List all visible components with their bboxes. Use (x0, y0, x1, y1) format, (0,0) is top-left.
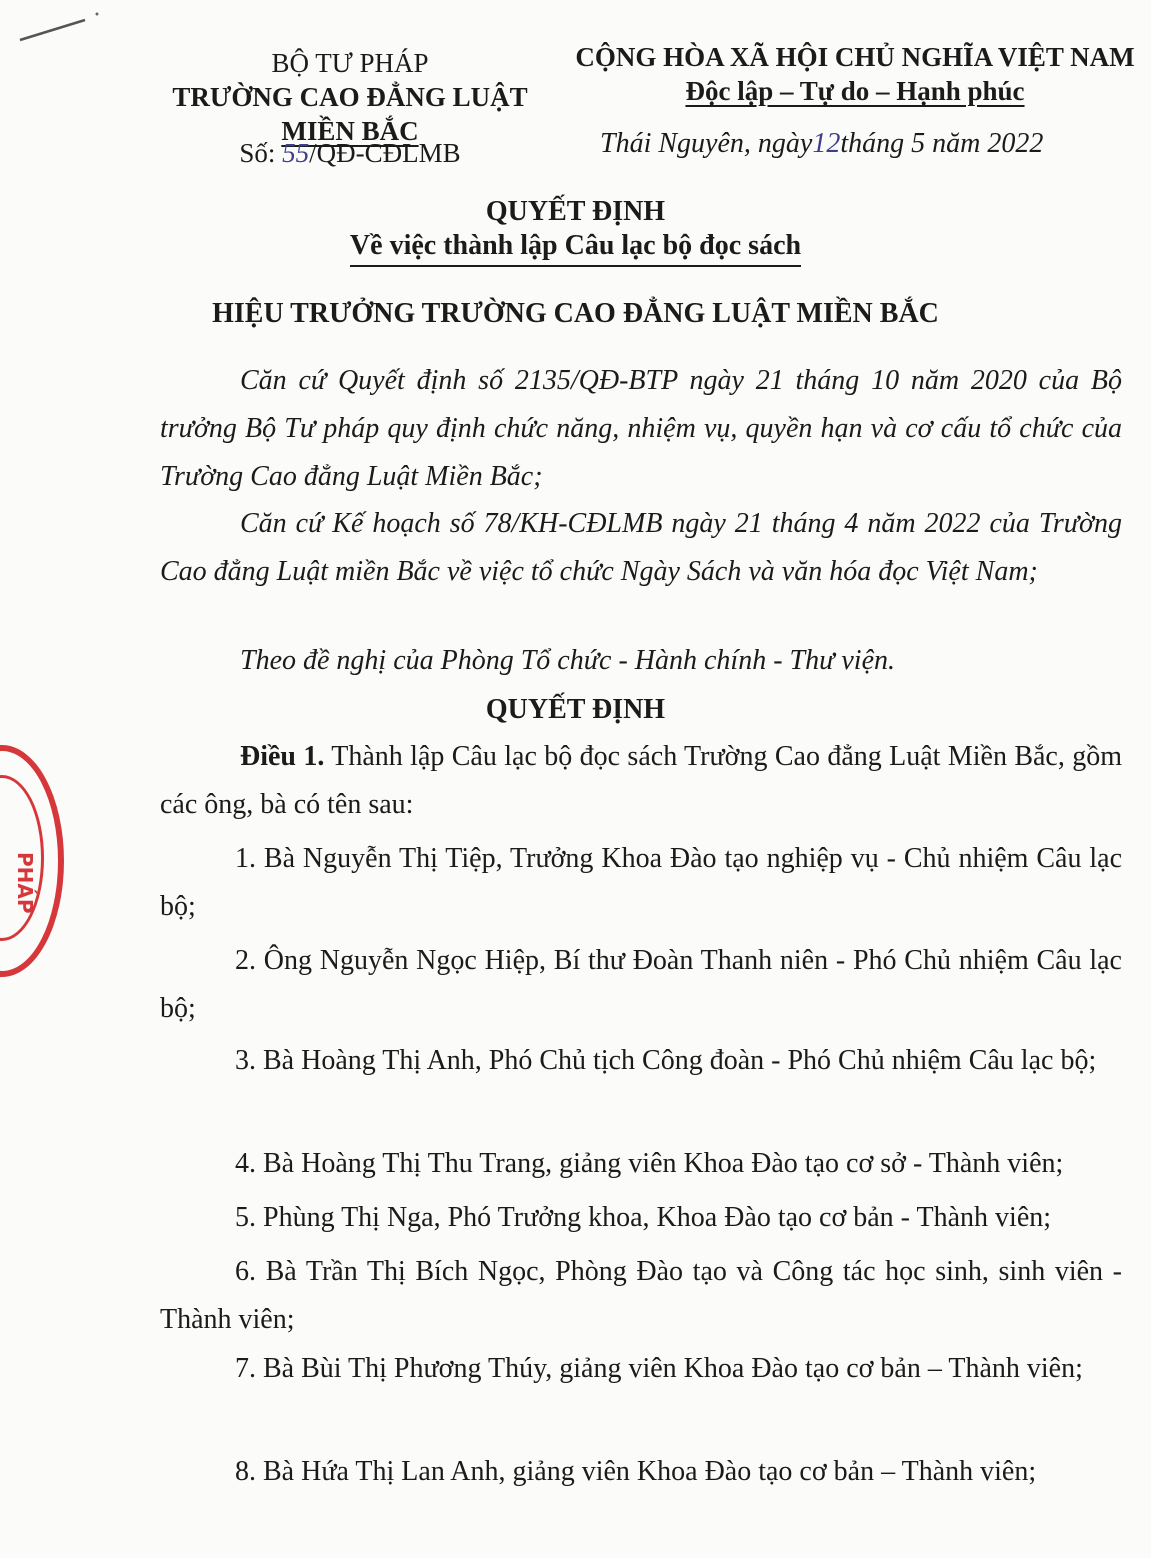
legal-basis-1: Căn cứ Quyết định số 2135/QĐ-BTP ngày 21 tháng 10 năm 2020 của Bộ trưởng Bộ Tư pháp quy định chức năng, nhiệm vụ, quyền hạn và cơ cấu tổ chức của Trường Cao đẳng Luật Miền Bắc; (160, 365, 1122, 492)
legal-basis-2: Căn cứ Kế hoạch số 78/KH-CĐLMB ngày 21 tháng 4 năm 2022 của Trường Cao đẳng Luật miền Bắc về việc tổ chức Ngày Sách và văn hóa đọc Việt Nam; (160, 508, 1122, 587)
issuing-agency (150, 46, 550, 148)
article-1 (160, 733, 1122, 829)
country-name: CỘNG HÒA XÃ HỘI CHỦ NGHĨA VIỆT NAM (575, 42, 1135, 72)
school-name-line2-text: MIỀN BẮC (281, 116, 419, 146)
document-number (150, 138, 550, 169)
date-day-handwritten: 12 (812, 128, 841, 159)
official-seal-text (10, 830, 50, 947)
member-item: 7. Bà Bùi Thị Phương Thúy, giảng viên Khoa Đào tạo cơ bản – Thành viên; (235, 1353, 1083, 1384)
school-name-line1: TRƯỜNG CAO ĐẲNG LUẬT (172, 82, 528, 112)
seal-lettering-text: PHÁP (13, 852, 37, 914)
date-line (600, 128, 1120, 160)
proposal-basis: Theo đề nghị của Phòng Tổ chức - Hành chính - Thư viện. (240, 645, 895, 676)
national-motto (560, 74, 1150, 108)
national-header (560, 40, 1150, 108)
date-prefix: Thái Nguyên, ngày (600, 128, 813, 159)
national-motto-text: Độc lập – Tự do – Hạnh phúc (685, 76, 1025, 106)
member-item: 3. Bà Hoàng Thị Anh, Phó Chủ tịch Công đoàn - Phó Chủ nhiệm Câu lạc bộ; (235, 1045, 1097, 1076)
doc-number-prefix: Số: (239, 138, 283, 168)
member-item: 6. Bà Trần Thị Bích Ngọc, Phòng Đào tạo và Công tác học sinh, sinh viên - Thành viên; (160, 1256, 1122, 1335)
article-1-text: Thành lập Câu lạc bộ đọc sách Trường Cao đẳng Luật Miền Bắc, gồm các ông, bà có tên sau: (160, 741, 1123, 820)
ministry-name: BỘ TƯ PHÁP (271, 48, 429, 78)
doc-number-suffix: /QĐ-CĐLMB (309, 138, 461, 168)
member-item: 8. Bà Hứa Thị Lan Anh, giảng viên Khoa Đào tạo cơ bản – Thành viên; (235, 1456, 1037, 1487)
decision-heading: QUYẾT ĐỊNH (485, 694, 666, 725)
document-title: QUYẾT ĐỊNH (485, 196, 666, 227)
member-item: 4. Bà Hoàng Thị Thu Trang, giảng viên Khoa Đào tạo cơ sở - Thành viên; (235, 1148, 1064, 1179)
member-item: 2. Ông Nguyễn Ngọc Hiệp, Bí thư Đoàn Thanh niên - Phó Chủ nhiệm Câu lạc bộ; (160, 945, 1122, 1024)
doc-number-handwritten: 55 (282, 138, 310, 168)
document-subject-text: Về việc thành lập Câu lạc bộ đọc sách (350, 230, 801, 267)
member-item: 5. Phùng Thị Nga, Phó Trưởng khoa, Khoa Đào tạo cơ bản - Thành viên; (235, 1202, 1052, 1233)
issuing-authority: HIỆU TRƯỞNG TRƯỜNG CAO ĐẲNG LUẬT MIỀN BẮC (212, 298, 939, 329)
pen-mark (15, 8, 105, 48)
document-subject (0, 230, 1151, 262)
seal-lettering (10, 830, 50, 940)
article-1-label: Điều 1. (240, 741, 325, 772)
date-suffix: tháng 5 năm 2022 (840, 128, 1044, 159)
member-item: 1. Bà Nguyễn Thị Tiệp, Trưởng Khoa Đào tạo nghiệp vụ - Chủ nhiệm Câu lạc bộ; (160, 843, 1122, 922)
